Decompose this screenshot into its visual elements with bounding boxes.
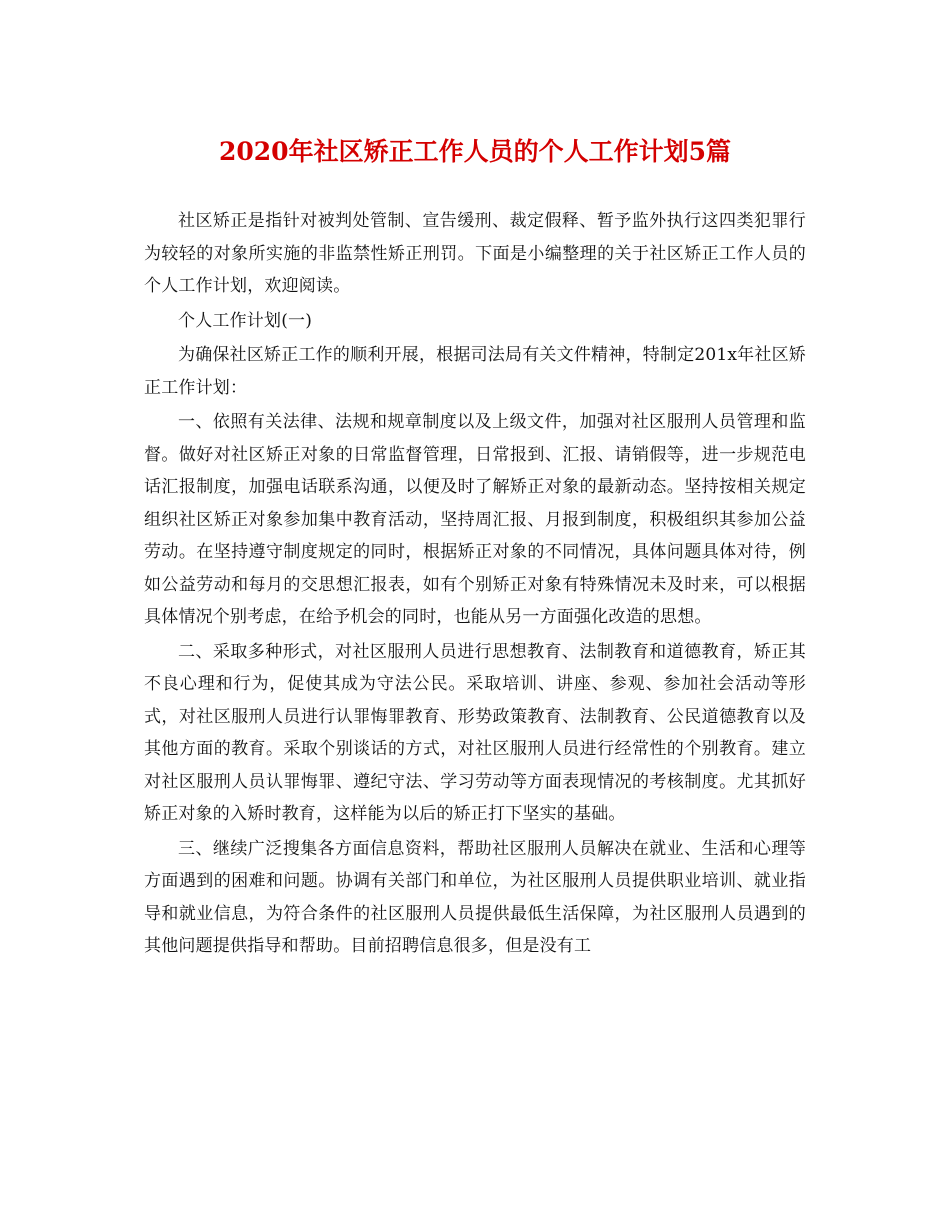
document-body — [144, 205, 806, 965]
paragraph-item-3: 三、继续广泛搜集各方面信息资料，帮助社区服刑人员解决在就业、生活和心理等方面遇到的困难和问题。协调有关部门和单位，为社区服刑人员提供职业培训、就业指导和就业信息，为符合条件的社区服刑人员提供最低生活保障，为社区服刑人员遇到的其他问题提供指导和帮助。目前招聘信息很多，但是没有工 — [144, 838, 806, 956]
paragraph-plan-preface: 为确保社区矫正工作的顺利开展，根据司法局有关文件精神，特制定201x年社区矫正工作计划： — [144, 345, 806, 398]
document-title: 2020年社区矫正工作人员的个人工作计划5篇 — [219, 137, 731, 166]
section-heading-plan-1: 个人工作计划(一) — [178, 310, 313, 331]
paragraph-item-2: 二、采取多种形式，对社区服刑人员进行思想教育、法制教育和道德教育，矫正其不良心理和行为，促使其成为守法公民。采取培训、讲座、参观、参加社会活动等形式，对社区服刑人员进行认罪悔罪教育、形势政策教育、法制教育、公民道德教育以及其他方面的教育。采取个别谈话的方式，对社区服刑人员进行经常性的个别教育。建立对社区服刑人员认罪悔罪、遵纪守法、学习劳动等方面表现情况的考核制度。尤其抓好矫正对象的入矫时教育，这样能为以后的矫正打下坚实的基础。 — [144, 641, 806, 824]
paragraph-intro: 社区矫正是指针对被判处管制、宣告缓刑、裁定假释、暂予监外执行这四类犯罪行为较轻的对象所实施的非监禁性矫正刑罚。下面是小编整理的关于社区矫正工作人员的个人工作计划，欢迎阅读。 — [144, 211, 806, 296]
paragraph-item-1: 一、依照有关法律、法规和规章制度以及上级文件，加强对社区服刑人员管理和监督。做好对社区矫正对象的日常监督管理，日常报到、汇报、请销假等，进一步规范电话汇报制度，加强电话联系沟通，以便及时了解矫正对象的最新动态。坚持按相关规定组织社区矫正对象参加集中教育活动，坚持周汇报、月报到制度，积极组织其参加公益劳动。在坚持遵守制度规定的同时，根据矫正对象的不同情况，具体问题具体对待，例如公益劳动和每月的交思想汇报表，如有个别矫正对象有特殊情况未及时来，可以根据具体情况个别考虑，在给予机会的同时，也能从另一方面强化改造的思想。 — [144, 412, 806, 627]
